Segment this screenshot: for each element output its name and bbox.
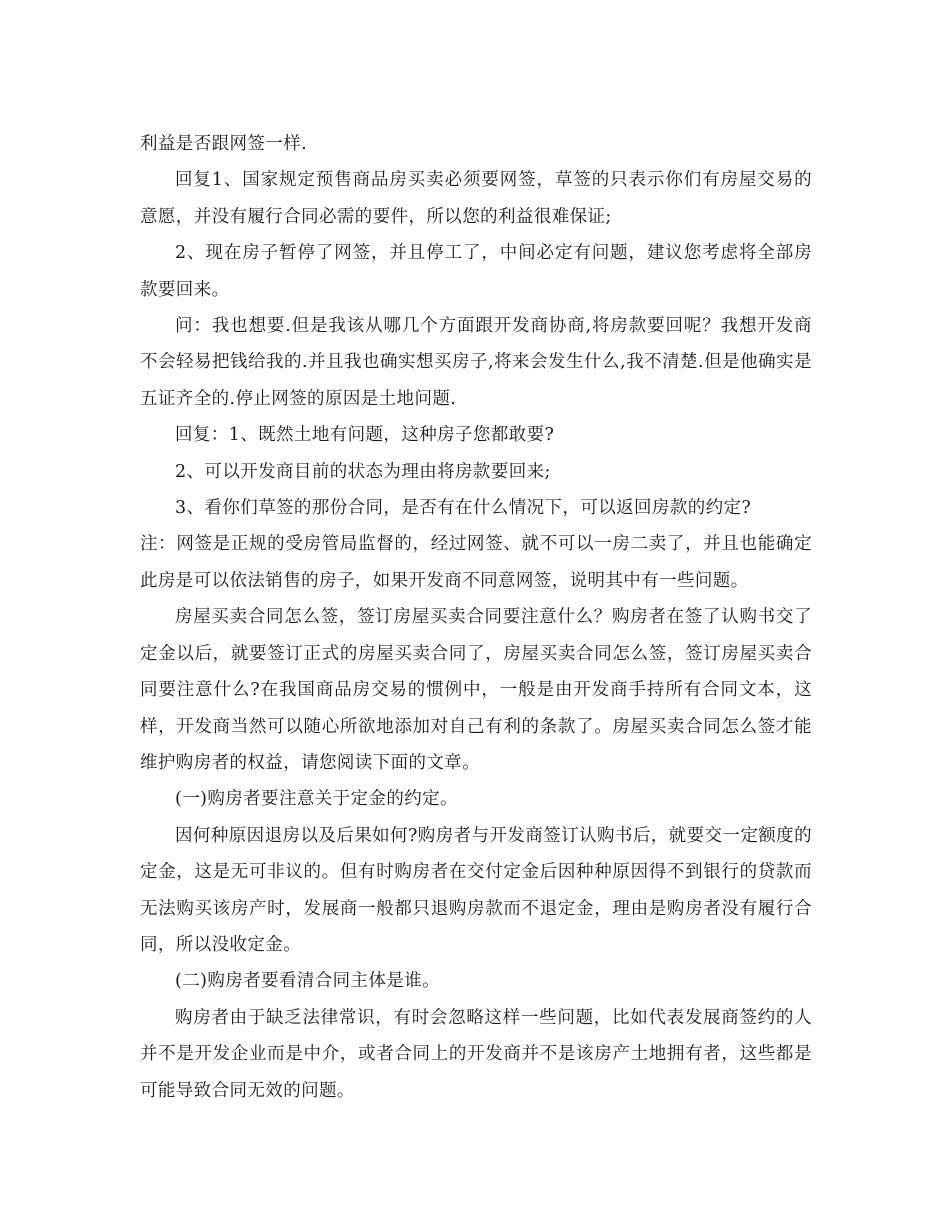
paragraph: 3、看你们草签的那份合同，是否有在什么情况下，可以返回房款的约定? [175, 498, 752, 519]
paragraph: 利益是否跟网签一样. [140, 134, 308, 154]
paragraph: 回复：1、既然土地有问题，这种房子您都敢要? [175, 425, 555, 446]
paragraph: 因何种原因退房以及后果如何?购房者与开发商签订认购书后，就要交一定额度的定金，这是无可非议的。但有时购房者在交付定金后因种种原因得不到银行的贷款而无法购买该房产时，发展商一般都只退购房款而不退定金，理由是购房者没有履行合同，所以没收定金。 [140, 825, 812, 955]
document-page [140, 126, 812, 1109]
paragraph: 回复1、国家规定预售商品房买卖必须要网签，草签的只表示你们有房屋交易的意愿，并没有履行合同必需的要件，所以您的利益很难保证; [140, 170, 812, 227]
paragraph: 2、现在房子暂停了网签，并且停工了，中间必定有问题，建议您考虑将全部房款要回来。 [140, 243, 812, 300]
section-heading: (二)购房者要看清合同主体是谁。 [175, 971, 441, 992]
paragraph: 房屋买卖合同怎么签，签订房屋买卖合同要注意什么？购房者在签了认购书交了定金以后，就要签订正式的房屋买卖合同了，房屋买卖合同怎么签，签订房屋买卖合同要注意什么?在我国商品房交易的惯例中，一般是由开发商手持所有合同文本，这样，开发商当然可以随心所欲地添加对自己有利的条款了。房屋买卖合同怎么签才能维护购房者的权益，请您阅读下面的文章。 [140, 607, 812, 773]
paragraph: 2、可以开发商目前的状态为理由将房款要回来; [175, 461, 551, 482]
section-heading: (一)购房者要注意关于定金的约定。 [175, 789, 458, 810]
paragraph: 购房者由于缺乏法律常识，有时会忽略这样一些问题，比如代表发展商签约的人并不是开发企业而是中介，或者合同上的开发商并不是该房产土地拥有者，这些都是可能导致合同无效的问题。 [140, 1007, 812, 1101]
paragraph: 问：我也想要.但是我该从哪几个方面跟开发商协商,将房款要回呢？我想开发商不会轻易把钱给我的.并且我也确实想买房子,将来会发生什么,我不清楚.但是他确实是五证齐全的.停止网签的原因是土地问题. [140, 316, 812, 409]
note-paragraph: 注：网签是正规的受房管局监督的，经过网签、就不可以一房二卖了，并且也能确定此房是可以依法销售的房子，如果开发商不同意网签，说明其中有一些问题。 [140, 534, 812, 591]
